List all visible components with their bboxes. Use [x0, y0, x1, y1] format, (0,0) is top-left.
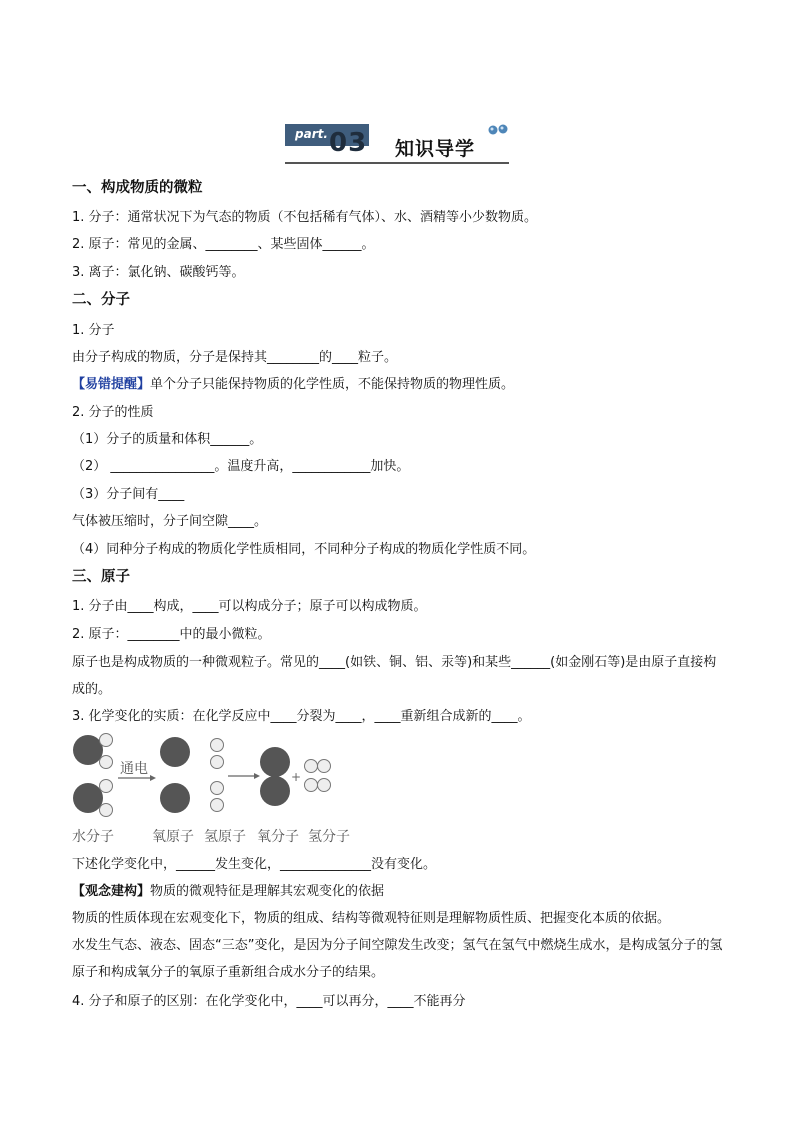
- concept-text: 物质的微观特征是理解其宏观变化的依据: [150, 884, 385, 899]
- hydrogen-molecule: [305, 779, 331, 792]
- paragraph: 下述化学变化中，______发生变化，______________没有变化。: [72, 857, 437, 872]
- water-molecule: [73, 734, 113, 769]
- oxygen-atom: [160, 783, 190, 813]
- paragraph: 1. 分子：通常状况下为气态的物质（不包括稀有气体）、水、酒精等小少数物质。: [72, 210, 538, 225]
- section-heading-3: 三、原子: [72, 569, 130, 585]
- paragraph: 1. 分子: [72, 323, 115, 338]
- paragraph: 4. 分子和原子的区别：在化学变化中，____可以再分，____不能再分: [72, 994, 466, 1009]
- paragraph: 水发生气态、液态、固态“三态”变化，是因为分子间空隙发生改变；氢气在氢气中燃烧生成水，是构成氢分子的氢原子和构成氧分子的氧原子重新组合成水分子的结果。: [72, 938, 723, 980]
- plus-sign: +: [291, 770, 302, 784]
- diagram-label-hydrogen-molecule: 氢分子: [308, 829, 350, 845]
- arrow-label: 通电: [120, 762, 148, 777]
- part-label: part.: [295, 127, 328, 141]
- tip-line: [72, 377, 514, 393]
- part-number: 03: [329, 128, 368, 158]
- paragraph: 物质的性质体现在宏观变化下，物质的组成、结构等微观特征则是理解物质性质、把握变化本质的依据。: [72, 911, 671, 926]
- banner-underline: [285, 162, 509, 164]
- paragraph: 气体被压缩时，分子间空隙____。: [72, 514, 268, 529]
- paragraph: （1）分子的质量和体积______。: [72, 432, 263, 447]
- droplets-icon: [487, 122, 511, 136]
- paragraph: 2. 原子：常见的金属、________、某些固体______。: [72, 237, 375, 252]
- diagram-label-oxygen-atom: 氧原子: [152, 829, 194, 845]
- paragraph: 2. 分子的性质: [72, 405, 154, 420]
- tip-text: 单个分子只能保持物质的化学性质，不能保持物质的物理性质。: [150, 377, 515, 392]
- hydrogen-atom: [211, 799, 224, 812]
- concept-line: [72, 884, 384, 900]
- paragraph: 由分子构成的物质，分子是保持其________的____粒子。: [72, 350, 398, 365]
- oxygen-atom: [160, 737, 190, 767]
- diagram-label-water-molecule: 水分子: [72, 829, 114, 845]
- banner-title: 知识导学: [395, 138, 476, 160]
- diagram-label-hydrogen-atom: 氢原子: [204, 829, 246, 845]
- concept-tag: 【观念建构】: [72, 884, 151, 899]
- hydrogen-atom: [211, 782, 224, 795]
- hydrogen-molecule: [305, 760, 331, 773]
- paragraph: （3）分子间有____: [72, 487, 185, 502]
- section-heading-2: 二、分子: [72, 292, 130, 308]
- paragraph: 3. 化学变化的实质：在化学反应中____分裂为____，____重新组合成新的____。: [72, 709, 531, 724]
- paragraph: （2） ________________。温度升高，____________加快。: [72, 459, 410, 474]
- water-molecule: [73, 780, 113, 817]
- paragraph: 原子也是构成物质的一种微观粒子。常见的____(如铁、铜、铝、汞等)和某些______(如金刚石等)是由原子直接构成的。: [72, 655, 717, 697]
- oxygen-molecule: [260, 747, 290, 806]
- hydrogen-atom: [211, 739, 224, 752]
- section-heading-1: 一、构成物质的微粒: [72, 180, 203, 196]
- paragraph: 2. 原子：________中的最小微粒。: [72, 627, 271, 642]
- hydrogen-atom: [211, 756, 224, 769]
- section-banner: [285, 122, 509, 166]
- paragraph: （4）同种分子构成的物质化学性质相同，不同种分子构成的物质化学性质不同。: [72, 542, 536, 557]
- paragraph: 1. 分子由____构成，____可以构成分子；原子可以构成物质。: [72, 599, 427, 614]
- paragraph: 3. 离子：氯化钠、碳酸钙等。: [72, 265, 245, 280]
- diagram-label-oxygen-molecule: 氧分子: [257, 829, 299, 845]
- tip-tag: 【易错提醒】: [72, 377, 151, 392]
